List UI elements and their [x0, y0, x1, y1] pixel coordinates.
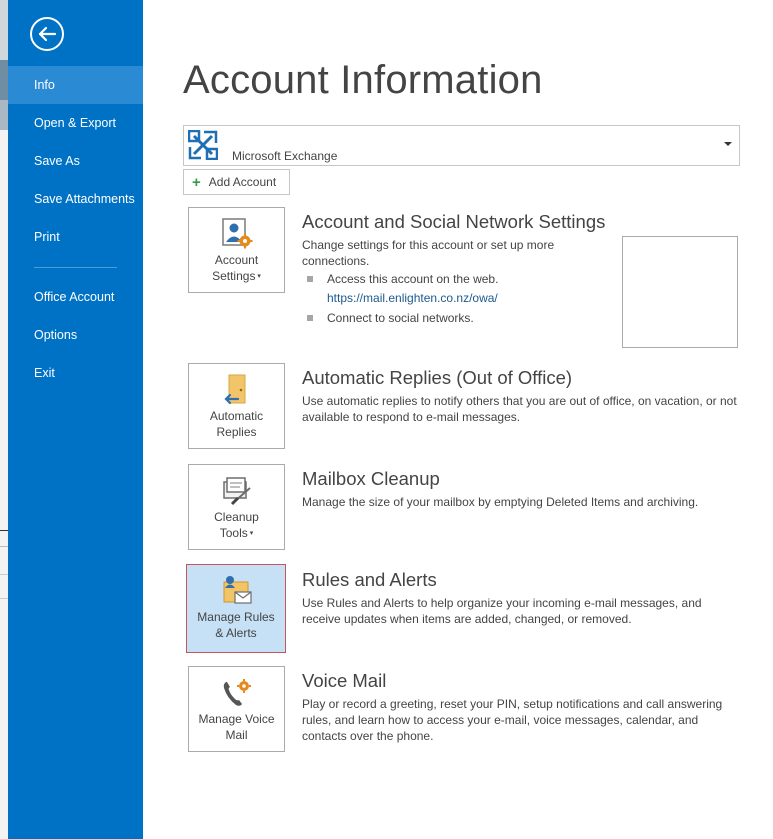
backstage-sidebar	[8, 0, 143, 839]
automatic-replies-description: Use automatic replies to notify others that you are out of office, on vacation, or not available to respond to e-mail messages.	[302, 394, 737, 424]
bullet-icon	[307, 276, 313, 282]
rules-alerts-title: Rules and Alerts	[302, 569, 437, 590]
sidebar-item-open-export[interactable]: Open & Export	[34, 116, 116, 130]
tile-label-line1: Cleanup	[214, 510, 259, 524]
chevron-down-icon	[724, 142, 732, 146]
back-arrow-icon	[37, 26, 57, 42]
tile-label-line2: Mail	[225, 728, 248, 742]
access-web-text: Access this account on the web.	[327, 272, 499, 286]
mailbox-cleanup-title: Mailbox Cleanup	[302, 468, 440, 489]
account-settings-button[interactable]	[188, 207, 285, 293]
voice-mail-description: Play or record a greeting, reset your PIN, setup notifications and call answering rules, and learn how to access your e-mail, voice messages, calendar, and contacts over the phone.	[302, 697, 723, 743]
account-name: Microsoft Exchange	[232, 149, 338, 163]
account-settings-description: Change settings for this account or set up more connections.	[302, 238, 555, 268]
mailbox-cleanup-description: Manage the size of your mailbox by emptying Deleted Items and archiving.	[302, 495, 699, 509]
sidebar-item-save-as[interactable]: Save As	[34, 154, 80, 168]
dropdown-arrow-icon: ▾	[247, 530, 254, 537]
cleanup-tools-icon	[220, 474, 254, 508]
sidebar-item-save-attachments[interactable]: Save Attachments	[34, 192, 135, 206]
add-account-button[interactable]	[183, 169, 290, 195]
sidebar-item-exit[interactable]: Exit	[34, 366, 55, 380]
add-account-label: Add Account	[208, 175, 277, 189]
tile-label-line1: Manage Rules	[197, 610, 275, 624]
account-settings-icon	[220, 217, 254, 251]
page-title: Account Information	[183, 58, 543, 102]
account-dropdown[interactable]	[183, 125, 740, 166]
connect-social-text: Connect to social networks.	[327, 311, 474, 325]
manage-rules-alerts-button[interactable]	[186, 564, 286, 653]
owa-link[interactable]: https://mail.enlighten.co.nz/owa/	[327, 291, 498, 305]
account-settings-title: Account and Social Network Settings	[302, 211, 606, 232]
plus-icon: +	[192, 173, 201, 191]
manage-voice-mail-button[interactable]	[188, 666, 285, 752]
cleanup-tools-button[interactable]	[188, 464, 285, 550]
exchange-icon	[188, 130, 218, 160]
automatic-replies-title: Automatic Replies (Out of Office)	[302, 367, 573, 388]
tile-label-line1: Automatic	[209, 409, 264, 423]
sidebar-item-info[interactable]: Info	[8, 66, 143, 104]
voice-mail-title: Voice Mail	[302, 670, 387, 691]
back-button[interactable]	[30, 17, 64, 51]
background-window-edge	[0, 0, 8, 839]
tile-label-line2: & Alerts	[215, 626, 257, 640]
tile-label-line2: Replies	[216, 425, 257, 439]
automatic-replies-icon	[220, 373, 254, 407]
rules-alerts-icon	[220, 574, 254, 608]
dropdown-arrow-icon: ▾	[255, 273, 261, 280]
tile-label-line1: Account	[214, 253, 259, 267]
sidebar-divider	[34, 267, 117, 268]
automatic-replies-button[interactable]	[188, 363, 285, 449]
sidebar-item-options[interactable]: Options	[34, 328, 78, 342]
rules-alerts-description: Use Rules and Alerts to help organize your incoming e-mail messages, and receive updates when items are added, changed, or removed.	[302, 596, 702, 626]
sidebar-item-office-account[interactable]: Office Account	[34, 290, 115, 304]
account-photo[interactable]	[622, 236, 738, 348]
voice-mail-icon	[220, 676, 254, 710]
tile-label-line2: Settings	[212, 269, 256, 283]
sidebar-item-print[interactable]: Print	[34, 230, 60, 244]
tile-label-line1: Manage Voice	[198, 712, 275, 726]
bullet-icon	[307, 315, 313, 321]
tile-label-line2: Tools	[219, 526, 248, 540]
